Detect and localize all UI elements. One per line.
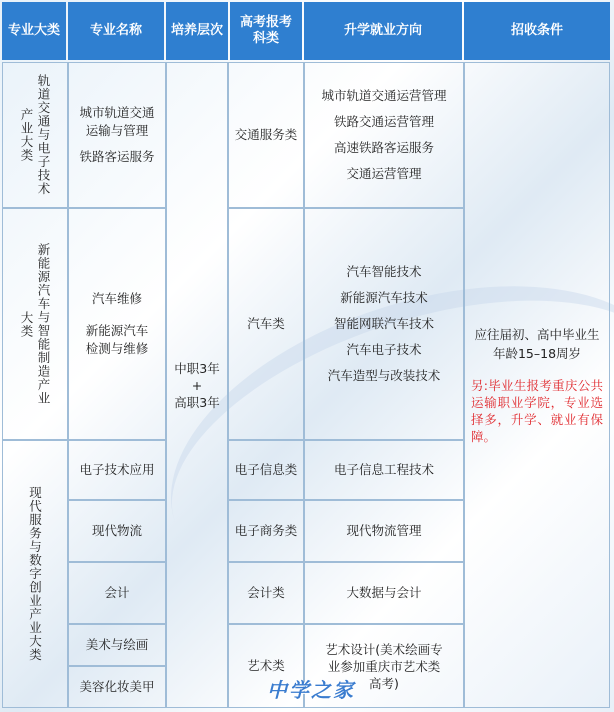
exam-cell: 艺术类 (228, 624, 304, 708)
level-cell (166, 62, 228, 708)
category-cell-service (2, 440, 68, 708)
major-label: 城市轨道交通运输与管理 (79, 105, 155, 138)
major-cell-auto (68, 208, 166, 440)
admission-main: 应往届初、高中毕业生年龄15–18周岁 (474, 327, 600, 361)
header-exam: 高考报考科类 (230, 2, 302, 60)
direction-cell-auto (304, 208, 464, 440)
level-line2: 高职3年 (174, 394, 220, 410)
header-direction: 升学就业方向 (304, 2, 462, 60)
header-major: 专业名称 (68, 2, 164, 60)
header-category: 专业大类 (2, 2, 66, 60)
category-label: 现代服务与数字创业产业大类 (27, 486, 43, 662)
header-admission: 招收条件 (464, 2, 610, 60)
exam-cell-auto: 汽车类 (228, 208, 304, 440)
direction-label: 汽车电子技术 (346, 342, 422, 357)
level-plus: + (191, 377, 203, 393)
direction-label: 城市轨道交通运营管理 (321, 88, 447, 103)
category-cell-auto (2, 208, 68, 440)
major-cell: 美术与绘画 (68, 624, 166, 666)
direction-cell: 现代物流管理 (304, 500, 464, 562)
exam-cell: 电子信息类 (228, 440, 304, 500)
admissions-table (2, 2, 610, 708)
direction-cell: 艺术设计(美术绘画专业参加重庆市艺术类高考) (304, 624, 464, 708)
exam-cell-rail: 交通服务类 (228, 62, 304, 208)
direction-label: 铁路交通运营管理 (333, 114, 434, 129)
admission-cell (464, 62, 610, 708)
category-label: 轨道交通与电子技术产业大类 (19, 74, 51, 196)
exam-cell: 电子商务类 (228, 500, 304, 562)
header-level: 培养层次 (166, 2, 228, 60)
direction-label: 新能源汽车技术 (340, 290, 428, 305)
exam-cell: 会计类 (228, 562, 304, 624)
category-cell-rail (2, 62, 68, 208)
major-label: 新能源汽车检测与维修 (85, 323, 149, 356)
major-cell-rail (68, 62, 166, 208)
level-line1: 中职3年 (174, 360, 220, 376)
direction-cell: 大数据与会计 (304, 562, 464, 624)
category-label: 新能源汽车与智能制造产业大类 (19, 243, 51, 405)
watermark: 中学之家 (267, 678, 355, 702)
direction-label: 汽车造型与改装技术 (327, 368, 441, 383)
direction-label: 交通运营管理 (346, 166, 422, 181)
major-cell: 现代物流 (68, 500, 166, 562)
direction-label: 智能网联汽车技术 (333, 316, 434, 331)
major-cell: 会计 (68, 562, 166, 624)
major-cell: 美容化妆美甲 (68, 666, 166, 708)
admission-note: 另:毕业生报考重庆公共运输职业学院，专业选择多，升学、就业有保障。 (471, 378, 603, 444)
direction-cell-rail (304, 62, 464, 208)
major-label: 铁路客运服务 (79, 149, 155, 164)
direction-label: 汽车智能技术 (346, 264, 422, 279)
direction-cell: 电子信息工程技术 (304, 440, 464, 500)
direction-label: 高速铁路客运服务 (333, 140, 434, 155)
major-cell: 电子技术应用 (68, 440, 166, 500)
major-label: 汽车维修 (91, 291, 142, 306)
